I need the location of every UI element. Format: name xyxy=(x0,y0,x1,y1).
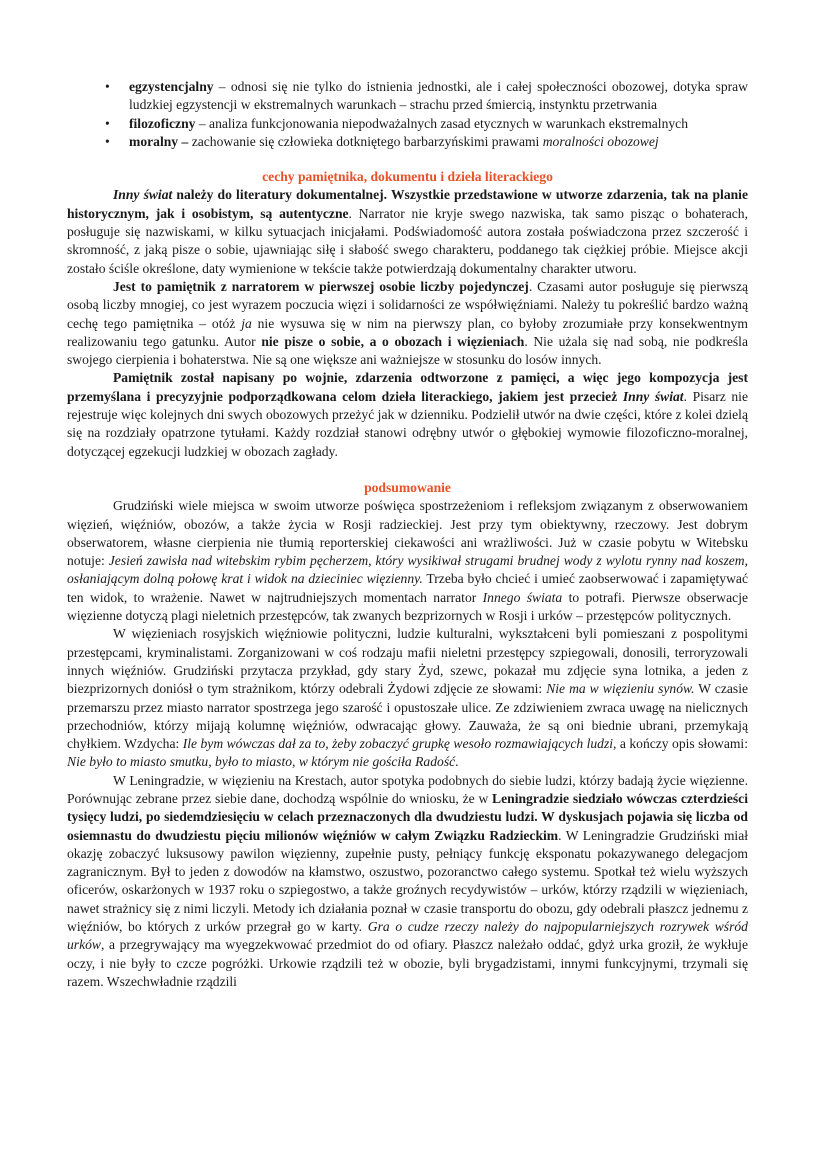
paragraph: Inny świat należy do literatury dokumentalnej. Wszystkie przedstawione w utworze zdarzenia, tak na planie historycznym, jak i osobistym, są autentyczne. Narrator nie kryje swego nazwiska, tak samo pisząc o bohaterach, posługuje się nazwiskami, w kilku sytuacjach inicjałami. Podświadomość autora została poświadczona przez szczerość i skromność, z jaką pisze o sobie, ujawniając siłę i słabość swego charakteru, poddanego tak ciężkiej próbie. Miejsce akcji zostało ściśle określone, daty wymienione w tekście także potwierdzają dokumentalny charakter utworu. xyxy=(67,187,749,276)
bullet-icon: • xyxy=(105,133,110,149)
definition: zachowanie się człowieka dotkniętego barbarzyńskimi prawami xyxy=(191,133,543,149)
term: filozoficzny xyxy=(129,115,196,131)
paragraph: Pamiętnik został napisany po wojnie, zdarzenia odtworzone z pamięci, a więc jego kompozycja jest przemyślana i precyzyjnie podporządkowana celom dzieła literackiego, jakiem jest przecież Inny świat. Pisarz nie rejestruje więc kolejnych dni swych obozowych przeżyć jak w dzienniku. Podzielił utwór na dwie części, które z kolei dzielą się na rozdziały opatrzone tytułami. Każdy rozdział stanowi odrębny utwór o głębokiej wymowie filozoficzno-moralnej, dotyczącej egzekucji ludzkiej w obozach zagłady. xyxy=(67,370,748,459)
paragraph: W więzieniach rosyjskich więźniowie polityczni, ludzie kulturalni, wykształceni byli pomieszani z pospolitymi przestępcami, kryminalistami. Zorganizowani w coś rodzaju mafii nieletni przestępcy szpiegowali, donosili, terroryzowali innych więźniów. Grudziński przytacza przykład, gdy stary Żyd, szewc, pokazał mu zdjęcie syna lotnika, a jeden z biezprizornych doniósł o tym strażnikom, którzy odebrali Żydowi zdjęcie ze słowami: Nie ma w więzieniu synów. W czasie przemarszu przez miasto narrator spostrzega jego szarość i opustoszałe ulice. Ze zdziwieniem zwraca uwagę na nielicznych przechodniów, którzy mijają kolumnę więźniów, odwracając głowy. Zauważa, że są oni biednie ubrani, przemykają chyłkiem. Wzdycha: Ile bym wówczas dał za to, żeby zobaczyć grupkę wesoło rozmawiających ludzi, a kończy opis słowami: Nie było to miasto smutku, było to miasto, w którym nie gościła Radość. xyxy=(67,626,748,770)
list-item: • filozoficzny – analiza funkcjonowania niepodważalnych zasad etycznych w warunkach ekstremalnych xyxy=(105,115,748,133)
definition: odnosi się nie tylko do istnienia jednostki, ale i całej społeczności obozowej, dotyka spraw ludzkiej egzystencji w ekstremalnych warunkach – strachu przed śmiercią, instynktu przetrwania xyxy=(129,79,748,113)
list-item: • egzystencjalny – odnosi się nie tylko do istnienia jednostki, ale i całej społeczności obozowej, dotyka spraw ludzkiej egzystencji w ekstremalnych warunkach – strachu przed śmiercią, instynktu przetrwania xyxy=(105,79,748,113)
feature-list xyxy=(105,78,748,151)
section-heading: cechy pamiętnika, dokumentu i dzieła literackiego xyxy=(262,169,553,185)
paragraph: Grudziński wiele miejsca w swoim utworze poświęca spostrzeżeniom i refleksjom związanym z obserwowaniem więzień, więźniów, obozów, a także życia w Rosji radzieckiej. Jest przy tym obiektywny, rzeczowy. Jest dobrym obserwatorem, własne cierpienia nie tłumią reporterskiej ciekawości ani wrażliwości. Już w czasie pobytu w Witebsku notuje: Jesień zawisła nad witebskim rybim pęcherzem, który wysikiwał strugami brudnej wody z wylotu rynny nad koszem, osłaniającym dolną połowę krat i widok na dzieciniec więzienny. Trzeba było chcieć i umieć zaobserwować i zapamiętywać ten widok, to wrażenie. Nawet w najtrudniejszych momentach narrator Innego świata to potrafi. Pierwsze obserwacje więzienne dotyczą plagi nieletnich przestępców, tak zwanych bezprizornych w Rosji i urków – przestępców politycznych. xyxy=(67,498,749,624)
paragraph: W Leningradzie, w więzieniu na Krestach, autor spotyka podobnych do siebie ludzi, którzy badają życie więzienne. Porównując zebrane przez siebie dane, dochodzą wspólnie do wniosku, że w Leningradzie siedziało wówczas czterdzieści tysięcy ludzi, po siedemdziesięciu w celach przeznaczonych dla dwudziestu ludzi. W dyskusjach pojawia się liczba od osiemnastu do dwudziestu pięciu milionów więźniów w całym Związku Radzieckim. W Leningradzie Grudziński miał okazję zobaczyć luksusowy pawilon więzienny, zupełnie pusty, pełniący funkcję eksponatu pokazywanego delegacjom zagranicznym. Był to jeden z dowodów na kłamstwo, oszustwo, pozoranctwo całego systemu. Spotkał też wielu wyższych oficerów, oskarżonych w 1937 roku o szpiegostwo, a także groźnych recydywistów – urków, którzy rządzili w więzieniach, nawet strażnicy się z nimi liczyli. Metody ich działania poznał w czasie transportu do obozu, gdy odebrali płaszcz jednemu z więźniów, bo których z urków przegrał go w karty. Gra o cudze rzeczy należy do najpopularniejszych rozrywek wśród urków, a przegrywający ma wyegzekwować przedmiot do od ofiary. Płaszcz należało oddać, gdyż urka groził, że wykłuje oczy, i nie były to czcze pogróżki. Urkowie rządzili też w obozie, byli brygadzistami, innymi funkcyjnymi, trzymali się razem. Wszechwładnie rządzili xyxy=(67,772,748,989)
paragraph: Jest to pamiętnik z narratorem w pierwszej osobie liczby pojedynczej. Czasami autor posługuje się pierwszą osobą liczby mnogiej, co jest wyrazem poczucia więzi i solidarności ze współwięźniami. Należy tu pokreślić bardzo ważną cechę tego pamiętnika – otóż ja nie wysuwa się w nim na pierwszy plan, co byłoby zrozumiałe przy konsekwentnym realizowaniu tego gatunku. Autor nie pisze o sobie, a o obozach i więzieniach. Nie użala się nad sobą, nie podkreśla swojego cierpienia i bohaterstwa. Nie są one większe ani ważniejsze w stosunku do losów innych. xyxy=(67,278,749,368)
bullet-icon: • xyxy=(105,115,110,131)
document-page xyxy=(67,78,749,991)
section-heading: podsumowanie xyxy=(364,479,451,495)
list-item: • moralny – zachowanie się człowieka dotkniętego barbarzyńskimi prawami moralności obozowej xyxy=(105,133,748,151)
term: moralny – xyxy=(129,133,189,149)
definition: analiza funkcjonowania niepodważalnych zasad etycznych w warunkach ekstremalnych xyxy=(209,115,688,131)
term: egzystencjalny xyxy=(129,79,214,94)
bullet-icon: • xyxy=(105,79,110,94)
